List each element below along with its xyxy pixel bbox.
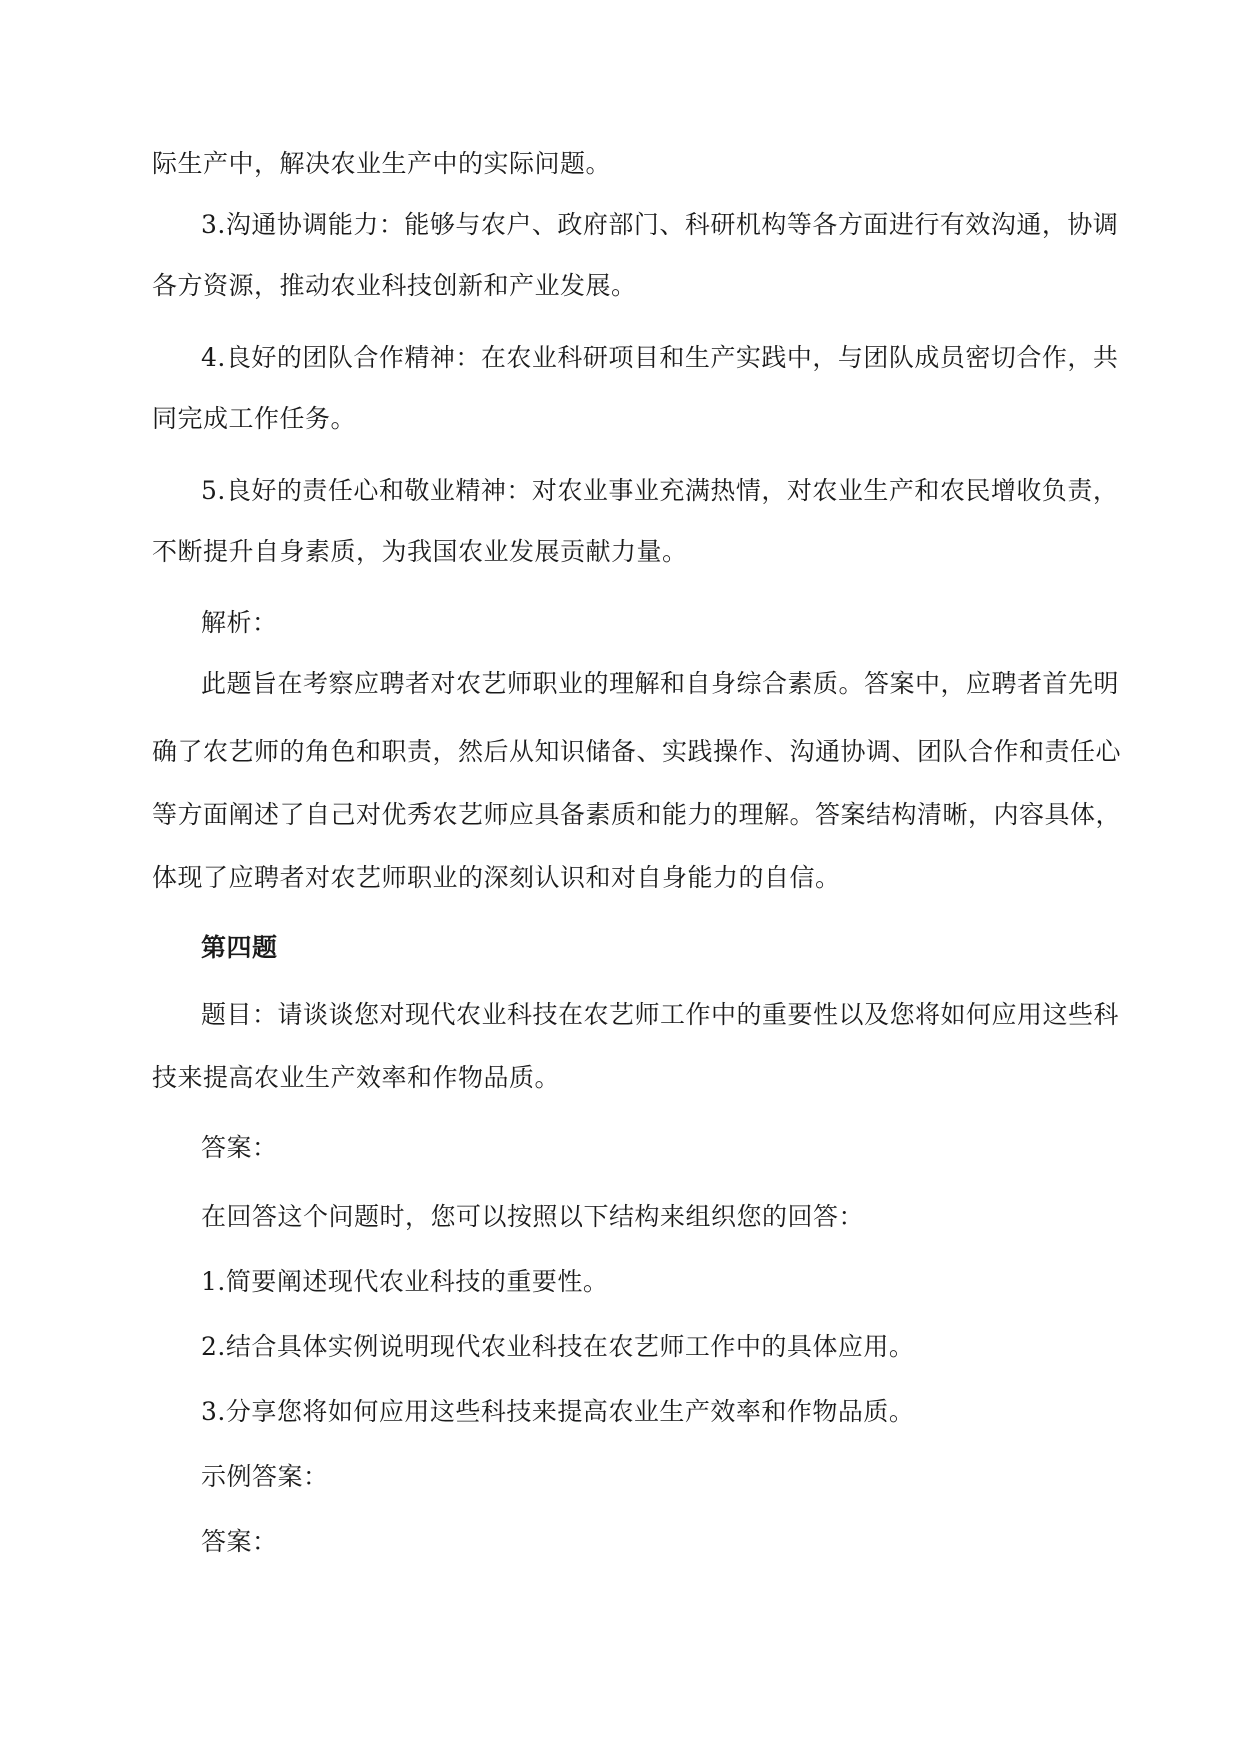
text-line: 各方资源，推动农业科技创新和产业发展。 xyxy=(152,271,637,300)
text-line: 答案： xyxy=(201,1133,278,1162)
text-line: 此题旨在考察应聘者对农艺师职业的理解和自身综合素质。答案中，应聘者首先明 xyxy=(201,669,1120,698)
text-line: 在回答这个问题时，您可以按照以下结构来组织您的回答： xyxy=(201,1202,865,1231)
text-line: 5.良好的责任心和敬业精神：对农业事业充满热情，对农业生产和农民增收负责， xyxy=(201,476,1119,505)
text-line: 确了农艺师的角色和职责，然后从知识储备、实践操作、沟通协调、团队合作和责任心 xyxy=(152,737,1122,766)
text-line: 不断提升自身素质，为我国农业发展贡献力量。 xyxy=(152,537,688,566)
text-line: 体现了应聘者对农艺师职业的深刻认识和对自身能力的自信。 xyxy=(152,863,841,892)
text-line: 示例答案： xyxy=(201,1462,329,1491)
text-line: 3.分享您将如何应用这些科技来提高农业生产效率和作物品质。 xyxy=(201,1397,915,1426)
text-line: 技来提高农业生产效率和作物品质。 xyxy=(152,1063,561,1092)
text-line: 答案： xyxy=(201,1527,278,1556)
text-line: 际生产中，解决农业生产中的实际问题。 xyxy=(152,149,612,178)
text-line: 3.沟通协调能力：能够与农户、政府部门、科研机构等各方面进行有效沟通，协调 xyxy=(201,210,1119,239)
text-line: 2.结合具体实例说明现代农业科技在农艺师工作中的具体应用。 xyxy=(201,1332,915,1361)
text-line: 等方面阐述了自己对优秀农艺师应具备素质和能力的理解。答案结构清晰，内容具体， xyxy=(152,800,1122,829)
text-line: 解析： xyxy=(201,608,278,637)
text-line: 题目：请谈谈您对现代农业科技在农艺师工作中的重要性以及您将如何应用这些科 xyxy=(201,1000,1120,1029)
text-line: 1.简要阐述现代农业科技的重要性。 xyxy=(201,1267,609,1296)
text-line: 同完成工作任务。 xyxy=(152,404,357,433)
section-heading: 第四题 xyxy=(201,933,278,962)
text-line: 4.良好的团队合作精神：在农业科研项目和生产实践中，与团队成员密切合作，共 xyxy=(201,343,1119,372)
